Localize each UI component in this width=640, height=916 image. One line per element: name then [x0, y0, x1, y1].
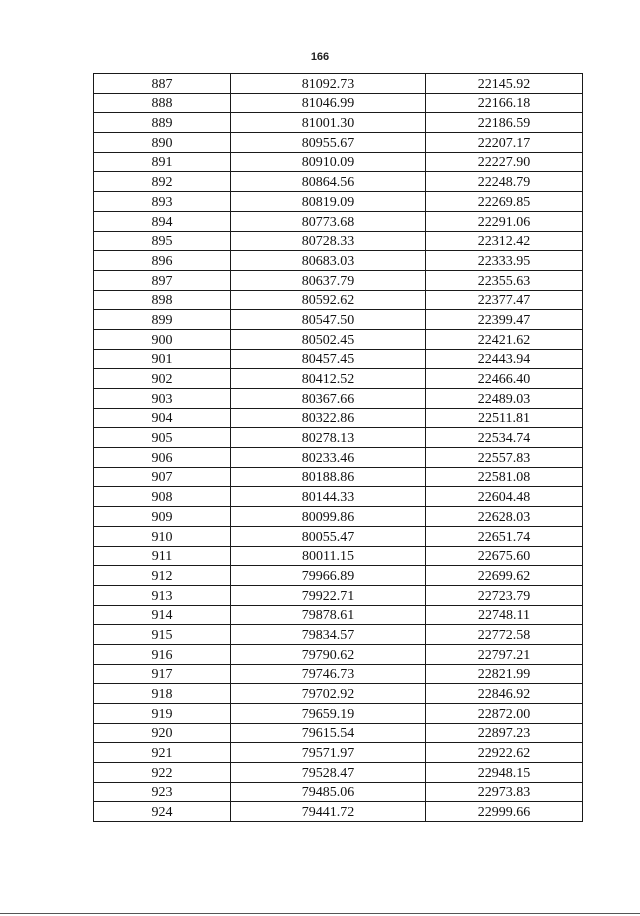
- value-b-cell: 22355.63: [426, 270, 583, 290]
- value-a-cell: 80188.86: [231, 467, 426, 487]
- index-cell: 910: [94, 526, 231, 546]
- value-a-cell: 80011.15: [231, 546, 426, 566]
- table-row: [94, 389, 583, 409]
- value-b-cell: 22466.40: [426, 369, 583, 389]
- table-row: [94, 211, 583, 231]
- value-b-cell: 22651.74: [426, 526, 583, 546]
- table-row: [94, 467, 583, 487]
- value-a-cell: 79878.61: [231, 605, 426, 625]
- table-row: [94, 585, 583, 605]
- value-a-cell: 80864.56: [231, 172, 426, 192]
- index-cell: 907: [94, 467, 231, 487]
- table-row: [94, 310, 583, 330]
- value-a-cell: 80055.47: [231, 526, 426, 546]
- table-row: [94, 644, 583, 664]
- value-a-cell: 79834.57: [231, 625, 426, 645]
- value-a-cell: 81092.73: [231, 74, 426, 94]
- index-cell: 916: [94, 644, 231, 664]
- index-cell: 923: [94, 782, 231, 802]
- index-cell: 892: [94, 172, 231, 192]
- table-row: [94, 133, 583, 153]
- value-b-cell: 22581.08: [426, 467, 583, 487]
- value-b-cell: 22872.00: [426, 704, 583, 724]
- table-row: [94, 113, 583, 133]
- value-a-cell: 80592.62: [231, 290, 426, 310]
- value-a-cell: 80547.50: [231, 310, 426, 330]
- value-b-cell: 22699.62: [426, 566, 583, 586]
- value-a-cell: 80728.33: [231, 231, 426, 251]
- value-a-cell: 80412.52: [231, 369, 426, 389]
- table-row: [94, 546, 583, 566]
- table-row: [94, 270, 583, 290]
- value-b-cell: 22489.03: [426, 389, 583, 409]
- value-a-cell: 79922.71: [231, 585, 426, 605]
- value-b-cell: 22511.81: [426, 408, 583, 428]
- table-row: [94, 763, 583, 783]
- index-cell: 897: [94, 270, 231, 290]
- value-b-cell: 22922.62: [426, 743, 583, 763]
- table-row: [94, 743, 583, 763]
- value-b-cell: 22377.47: [426, 290, 583, 310]
- value-a-cell: 79659.19: [231, 704, 426, 724]
- table-row: [94, 566, 583, 586]
- value-a-cell: 79966.89: [231, 566, 426, 586]
- value-a-cell: 81001.30: [231, 113, 426, 133]
- table-row: [94, 93, 583, 113]
- value-a-cell: 79615.54: [231, 723, 426, 743]
- value-b-cell: 22948.15: [426, 763, 583, 783]
- index-cell: 890: [94, 133, 231, 153]
- value-a-cell: 79571.97: [231, 743, 426, 763]
- value-a-cell: 80502.45: [231, 329, 426, 349]
- index-cell: 889: [94, 113, 231, 133]
- table-body: [94, 74, 583, 822]
- index-cell: 914: [94, 605, 231, 625]
- table-row: [94, 723, 583, 743]
- value-a-cell: 80144.33: [231, 487, 426, 507]
- value-a-cell: 80955.67: [231, 133, 426, 153]
- table-row: [94, 369, 583, 389]
- value-b-cell: 22166.18: [426, 93, 583, 113]
- value-b-cell: 22145.92: [426, 74, 583, 94]
- table-row: [94, 782, 583, 802]
- index-cell: 915: [94, 625, 231, 645]
- value-a-cell: 79441.72: [231, 802, 426, 822]
- value-b-cell: 22399.47: [426, 310, 583, 330]
- value-a-cell: 79485.06: [231, 782, 426, 802]
- table-row: [94, 329, 583, 349]
- table-row: [94, 74, 583, 94]
- table-row: [94, 152, 583, 172]
- table-row: [94, 349, 583, 369]
- value-b-cell: 22846.92: [426, 684, 583, 704]
- index-cell: 912: [94, 566, 231, 586]
- index-cell: 888: [94, 93, 231, 113]
- index-cell: 917: [94, 664, 231, 684]
- index-cell: 919: [94, 704, 231, 724]
- index-cell: 920: [94, 723, 231, 743]
- index-cell: 887: [94, 74, 231, 94]
- index-cell: 893: [94, 192, 231, 212]
- table-row: [94, 408, 583, 428]
- table-row: [94, 625, 583, 645]
- index-cell: 908: [94, 487, 231, 507]
- value-b-cell: 22675.60: [426, 546, 583, 566]
- value-b-cell: 22534.74: [426, 428, 583, 448]
- value-a-cell: 80278.13: [231, 428, 426, 448]
- index-cell: 906: [94, 448, 231, 468]
- value-a-cell: 80819.09: [231, 192, 426, 212]
- value-a-cell: 80233.46: [231, 448, 426, 468]
- table-row: [94, 448, 583, 468]
- value-a-cell: 80910.09: [231, 152, 426, 172]
- index-cell: 924: [94, 802, 231, 822]
- page-number: 166: [310, 51, 330, 63]
- value-b-cell: 22186.59: [426, 113, 583, 133]
- index-cell: 911: [94, 546, 231, 566]
- value-b-cell: 22628.03: [426, 507, 583, 527]
- value-b-cell: 22604.48: [426, 487, 583, 507]
- value-b-cell: 22421.62: [426, 329, 583, 349]
- value-a-cell: 80322.86: [231, 408, 426, 428]
- value-a-cell: 79702.92: [231, 684, 426, 704]
- table-row: [94, 192, 583, 212]
- value-a-cell: 80683.03: [231, 251, 426, 271]
- index-cell: 921: [94, 743, 231, 763]
- table-row: [94, 684, 583, 704]
- index-cell: 902: [94, 369, 231, 389]
- index-cell: 891: [94, 152, 231, 172]
- value-a-cell: 80367.66: [231, 389, 426, 409]
- index-cell: 909: [94, 507, 231, 527]
- table-row: [94, 231, 583, 251]
- value-a-cell: 81046.99: [231, 93, 426, 113]
- index-cell: 900: [94, 329, 231, 349]
- value-b-cell: 22443.94: [426, 349, 583, 369]
- value-b-cell: 22821.99: [426, 664, 583, 684]
- table-row: [94, 664, 583, 684]
- value-b-cell: 22973.83: [426, 782, 583, 802]
- table-row: [94, 802, 583, 822]
- table-row: [94, 605, 583, 625]
- index-cell: 895: [94, 231, 231, 251]
- value-b-cell: 22269.85: [426, 192, 583, 212]
- index-cell: 901: [94, 349, 231, 369]
- value-b-cell: 22772.58: [426, 625, 583, 645]
- table-row: [94, 290, 583, 310]
- table-row: [94, 526, 583, 546]
- value-a-cell: 80637.79: [231, 270, 426, 290]
- index-cell: 913: [94, 585, 231, 605]
- value-b-cell: 22999.66: [426, 802, 583, 822]
- page-bottom-divider: [0, 913, 640, 914]
- value-b-cell: 22897.23: [426, 723, 583, 743]
- index-cell: 918: [94, 684, 231, 704]
- table-row: [94, 172, 583, 192]
- data-table: [93, 73, 583, 822]
- value-b-cell: 22557.83: [426, 448, 583, 468]
- value-b-cell: 22797.21: [426, 644, 583, 664]
- value-a-cell: 80457.45: [231, 349, 426, 369]
- index-cell: 905: [94, 428, 231, 448]
- index-cell: 896: [94, 251, 231, 271]
- index-cell: 894: [94, 211, 231, 231]
- value-b-cell: 22723.79: [426, 585, 583, 605]
- value-b-cell: 22312.42: [426, 231, 583, 251]
- index-cell: 922: [94, 763, 231, 783]
- table-row: [94, 428, 583, 448]
- value-b-cell: 22748.11: [426, 605, 583, 625]
- index-cell: 904: [94, 408, 231, 428]
- value-b-cell: 22291.06: [426, 211, 583, 231]
- table-row: [94, 704, 583, 724]
- value-a-cell: 79528.47: [231, 763, 426, 783]
- table-row: [94, 251, 583, 271]
- index-cell: 903: [94, 389, 231, 409]
- index-cell: 898: [94, 290, 231, 310]
- table-row: [94, 487, 583, 507]
- value-a-cell: 79790.62: [231, 644, 426, 664]
- value-b-cell: 22207.17: [426, 133, 583, 153]
- value-b-cell: 22227.90: [426, 152, 583, 172]
- index-cell: 899: [94, 310, 231, 330]
- value-b-cell: 22333.95: [426, 251, 583, 271]
- value-a-cell: 80099.86: [231, 507, 426, 527]
- table-row: [94, 507, 583, 527]
- value-a-cell: 79746.73: [231, 664, 426, 684]
- value-a-cell: 80773.68: [231, 211, 426, 231]
- value-b-cell: 22248.79: [426, 172, 583, 192]
